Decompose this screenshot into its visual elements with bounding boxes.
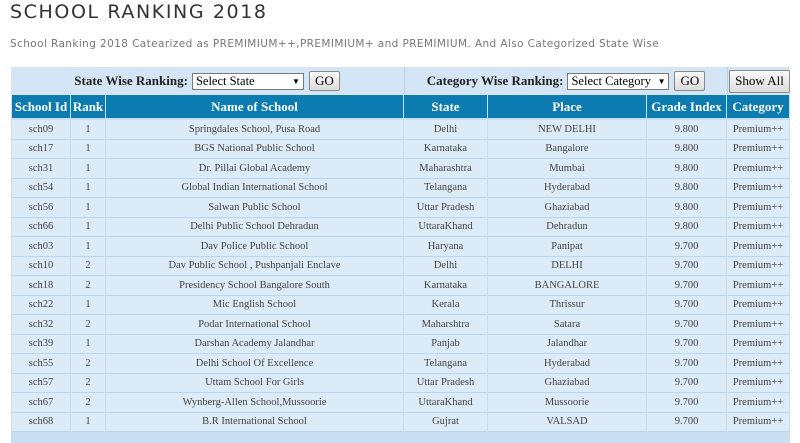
cell-category: Premium++ [727,198,789,218]
cell-state: Karnataka [404,276,487,296]
cell-state: Maharshtra [404,315,487,335]
table-row [12,257,789,277]
cell-grade-index: 9.700 [647,354,726,374]
cell-place: Dehradun [488,218,646,238]
cell-grade-index: 9.700 [647,374,726,394]
table-row [12,374,789,394]
cell-place: DELHI [488,257,646,277]
ranking-table [11,95,790,432]
cell-rank: 2 [71,354,105,374]
table-body [12,120,789,432]
chevron-down-icon: ▼ [657,76,666,86]
cell-category: Premium++ [727,354,789,374]
cell-grade-index: 9.700 [647,237,726,257]
table-row [12,413,789,433]
cell-rank: 2 [71,315,105,335]
cell-place: Panipat [488,237,646,257]
cell-place: Hyderabad [488,354,646,374]
cell-place: NEW DELHI [488,120,646,140]
cell-state: UttaraKhand [404,393,487,413]
state-filter-label: State Wise Ranking: [74,73,188,88]
state-select[interactable] [192,73,304,90]
cell-rank: 1 [71,159,105,179]
category-filter [404,67,727,95]
cell-category: Premium++ [727,120,789,140]
cell-school-id: sch09 [12,120,70,140]
cell-school-id: sch56 [12,198,70,218]
category-filter-label: Category Wise Ranking: [426,73,564,88]
cell-place: Jalandhar [488,335,646,355]
cell-school-id: sch54 [12,179,70,199]
cell-school-id: sch31 [12,159,70,179]
cell-place: VALSAD [488,413,646,433]
cell-state: Kerala [404,296,487,316]
cell-school-id: sch55 [12,354,70,374]
cell-category: Premium++ [727,393,789,413]
cell-place: Mussoorie [488,393,646,413]
cell-place: Mumbai [488,159,646,179]
cell-rank: 1 [71,237,105,257]
chevron-down-icon: ▼ [292,76,300,86]
cell-grade-index: 9.700 [647,335,726,355]
cell-place: BANGALORE [488,276,646,296]
table-row [12,198,789,218]
cell-state: Gujrat [404,413,487,433]
cell-state: Telangana [404,354,487,374]
cell-school-id: sch10 [12,257,70,277]
cell-school-id: sch68 [12,413,70,433]
cell-place: Bangalore [488,140,646,160]
cell-school-name: Delhi School Of Excellence [106,354,403,374]
cell-rank: 2 [71,276,105,296]
column-header-school-id[interactable]: School Id [12,95,70,120]
cell-school-name: Presidency School Bangalore South [106,276,403,296]
cell-school-name: Dav Public School , Pushpanjali Enclave [106,257,403,277]
column-header-category[interactable]: Category [727,95,789,120]
cell-school-name: Global Indian International School [106,179,403,199]
cell-place: Hyderabad [488,179,646,199]
cell-rank: 2 [71,374,105,394]
cell-rank: 1 [71,120,105,140]
category-select-value: Select Category [571,73,651,88]
show-all-cell [727,67,790,95]
state-select-value: Select State [195,73,255,88]
cell-category: Premium++ [727,276,789,296]
cell-grade-index: 9.700 [647,257,726,277]
table-row [12,393,789,413]
cell-category: Premium++ [727,218,789,238]
cell-grade-index: 9.800 [647,198,726,218]
cell-school-name: Delhi Public School Dehradun [106,218,403,238]
cell-rank: 2 [71,257,105,277]
cell-school-name: Springdales School, Pusa Road [106,120,403,140]
column-header-name[interactable]: Name of School [106,95,403,120]
cell-place: Ghaziabad [488,374,646,394]
ranking-grid [11,67,790,443]
cell-school-name: Uttam School For Girls [106,374,403,394]
cell-state: Panjab [404,335,487,355]
show-all-button[interactable]: Show All [729,70,790,93]
table-row [12,140,789,160]
cell-category: Premium++ [727,335,789,355]
table-row [12,237,789,257]
cell-rank: 1 [71,140,105,160]
filter-bar [11,67,790,96]
cell-school-name: B.R International School [106,413,403,433]
cell-grade-index: 9.800 [647,159,726,179]
cell-school-name: Salwan Public School [106,198,403,218]
cell-grade-index: 9.800 [647,120,726,140]
cell-category: Premium++ [727,140,789,160]
cell-state: Maharashtra [404,159,487,179]
page-title: SCHOOL RANKING 2018 [10,1,268,23]
cell-grade-index: 9.800 [647,179,726,199]
cell-grade-index: 9.800 [647,218,726,238]
cell-rank: 1 [71,413,105,433]
cell-school-id: sch57 [12,374,70,394]
cell-category: Premium++ [727,257,789,277]
column-header-place[interactable]: Place [488,95,646,120]
cell-state: Delhi [404,257,487,277]
column-header-grade-index[interactable]: Grade Index [647,95,726,120]
cell-state: Uttar Pradesh [404,198,487,218]
cell-school-id: sch39 [12,335,70,355]
cell-school-name: Dav Police Public School [106,237,403,257]
cell-state: Telangana [404,179,487,199]
cell-state: Karnataka [404,140,487,160]
cell-grade-index: 9.700 [647,315,726,335]
cell-school-id: sch17 [12,140,70,160]
cell-school-name: BGS National Public School [106,140,403,160]
cell-state: UttaraKhand [404,218,487,238]
column-header-rank[interactable]: Rank [71,95,105,120]
table-row [12,315,789,335]
cell-rank: 1 [71,218,105,238]
table-row [12,120,789,140]
cell-school-name: Dr. Pillai Global Academy [106,159,403,179]
cell-school-id: sch66 [12,218,70,238]
table-row [12,159,789,179]
cell-grade-index: 9.700 [647,296,726,316]
cell-state: Haryana [404,237,487,257]
cell-school-id: sch18 [12,276,70,296]
table-row [12,179,789,199]
cell-school-name: Mic English School [106,296,403,316]
table-row [12,218,789,238]
cell-school-name: Wynberg-Allen School,Mussoorie [106,393,403,413]
cell-place: Thrissur [488,296,646,316]
cell-rank: 1 [71,198,105,218]
table-row [12,354,789,374]
cell-rank: 2 [71,393,105,413]
table-row [12,276,789,296]
cell-grade-index: 9.700 [647,413,726,433]
cell-place: Ghaziabad [488,198,646,218]
table-header-row [12,95,789,120]
state-go-button[interactable]: GO [309,71,340,91]
cell-place: Satara [488,315,646,335]
cell-state: Uttar Pradesh [404,374,487,394]
cell-rank: 1 [71,335,105,355]
cell-rank: 1 [71,296,105,316]
state-filter [11,67,403,95]
cell-category: Premium++ [727,159,789,179]
table-row [12,296,789,316]
cell-category: Premium++ [727,315,789,335]
cell-school-id: sch22 [12,296,70,316]
cell-school-name: Podar International School [106,315,403,335]
cell-school-name: Darshan Academy Jalandhar [106,335,403,355]
cell-grade-index: 9.700 [647,276,726,296]
category-select[interactable] [567,73,669,90]
cell-school-id: sch03 [12,237,70,257]
cell-category: Premium++ [727,374,789,394]
category-go-button[interactable]: GO [674,71,705,91]
cell-category: Premium++ [727,237,789,257]
page-subtitle: School Ranking 2018 Catearized as PREMIMIUM++,PREMIMIUM+ and PREMIMIUM. And Also Categorized State Wise [10,38,660,50]
cell-category: Premium++ [727,296,789,316]
cell-grade-index: 9.800 [647,140,726,160]
cell-school-id: sch32 [12,315,70,335]
cell-category: Premium++ [727,179,789,199]
cell-state: Delhi [404,120,487,140]
table-row [12,335,789,355]
cell-grade-index: 9.700 [647,393,726,413]
cell-school-id: sch67 [12,393,70,413]
cell-rank: 1 [71,179,105,199]
cell-category: Premium++ [727,413,789,433]
column-header-state[interactable]: State [404,95,487,120]
